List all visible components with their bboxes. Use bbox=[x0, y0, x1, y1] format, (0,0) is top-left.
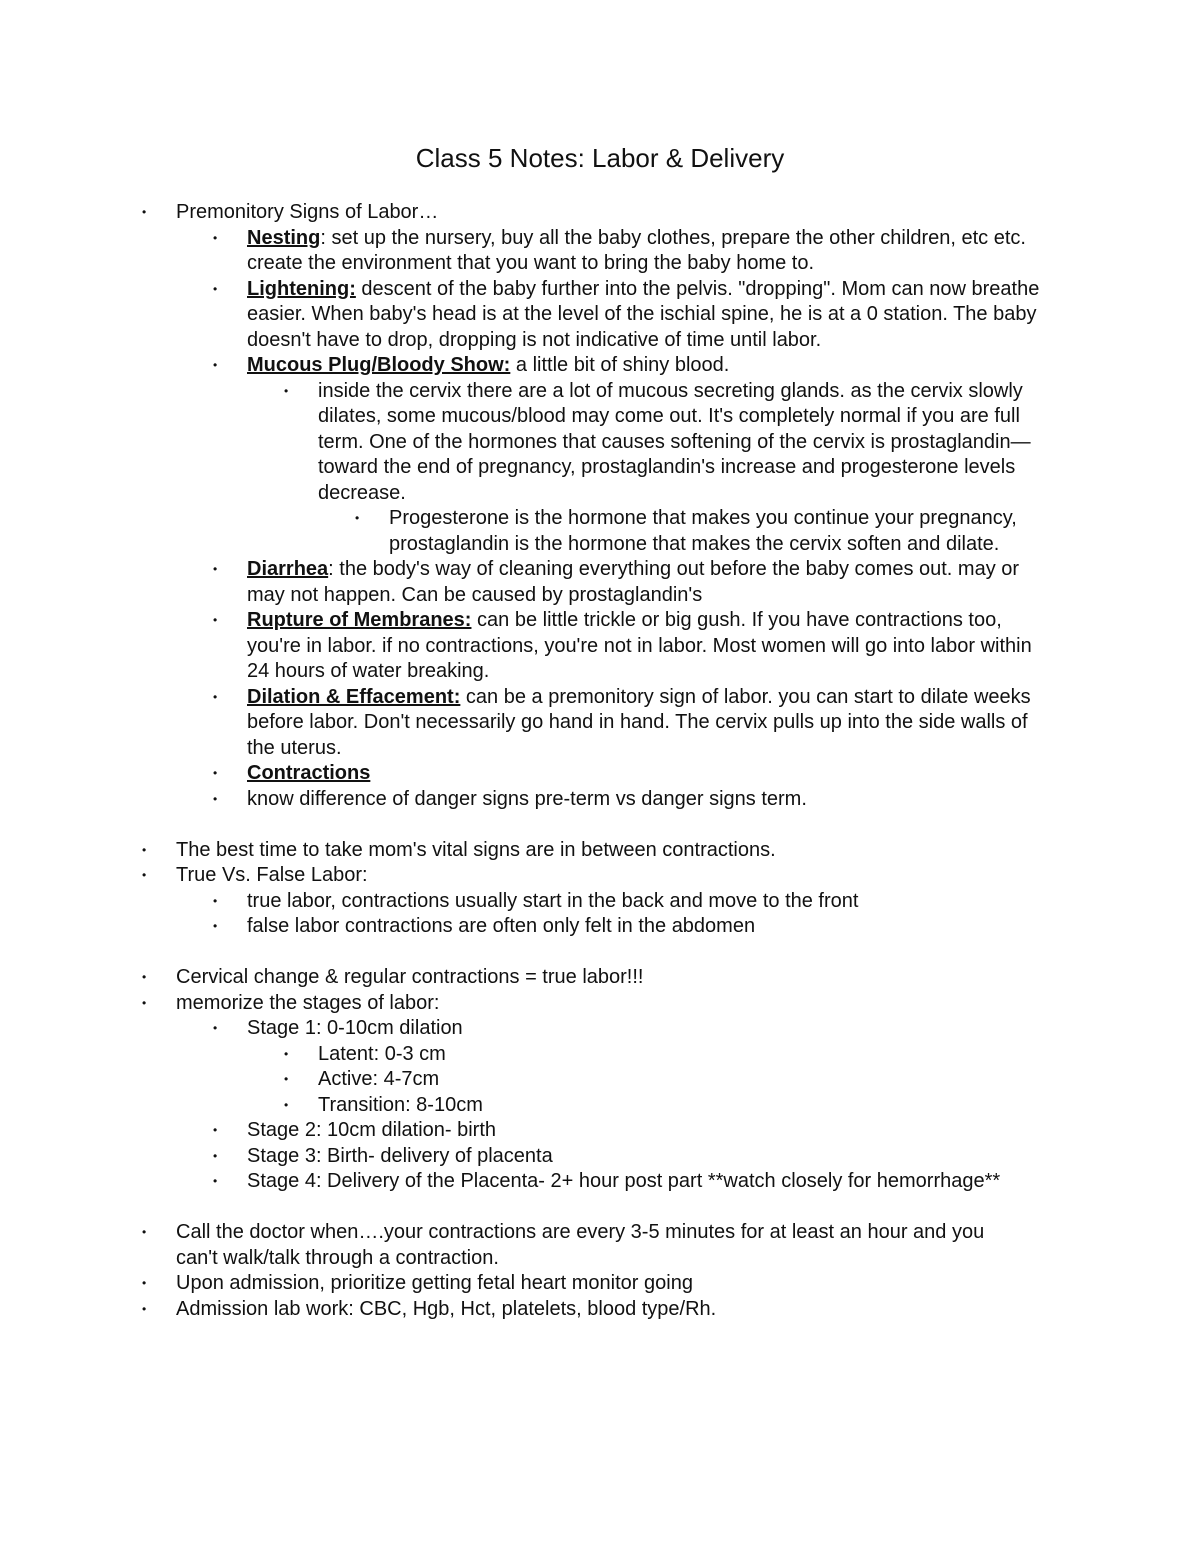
term-definition: a little bit of shiny blood. bbox=[510, 354, 730, 376]
list-item-text bbox=[247, 761, 1059, 787]
bullet-icon: • bbox=[142, 1276, 147, 1290]
bullet-icon: • bbox=[284, 1097, 289, 1112]
list-item-text: True Vs. False Labor: bbox=[176, 864, 368, 886]
list-item-cervical-change bbox=[0, 965, 1200, 991]
list-item-text: true labor, contractions usually start in the back and move to the front bbox=[247, 889, 859, 912]
term-definition: can be a premonitory sign of labor. you can start to dilate weeks before labor. Don't necessarily go hand in hand. The cervix pulls up into the side walls of the uterus. bbox=[247, 685, 1031, 759]
term-label: Nesting bbox=[247, 226, 321, 249]
list-item-stage-2 bbox=[0, 1118, 1200, 1144]
list-item-call-doctor bbox=[0, 1220, 1200, 1271]
spacer bbox=[0, 812, 1200, 838]
list-item-premonitory bbox=[0, 200, 1200, 226]
term-label: Rupture of Membranes: bbox=[247, 609, 472, 631]
list-item-text: know difference of danger signs pre-term vs danger signs term. bbox=[247, 787, 807, 810]
list-item-contractions bbox=[0, 761, 1200, 787]
bullet-icon: • bbox=[213, 358, 218, 372]
list-item-lab-work bbox=[0, 1297, 1200, 1323]
list-item-text: The best time to take mom's vital signs are in between contractions. bbox=[176, 838, 776, 861]
bullet-icon: • bbox=[142, 995, 147, 1010]
list-item-latent bbox=[0, 1042, 1200, 1068]
term-definition: can be little trickle or big gush. If you have contractions too, you're in labor. if no contractions, you're not in labor. Most women will go into labor within 24 hours of water breaking. bbox=[247, 609, 1032, 682]
bullet-icon: • bbox=[142, 842, 147, 857]
term-definition: : set up the nursery, buy all the baby clothes, prepare the other children, etc etc. create the environment that you want to bring the baby home to. bbox=[247, 226, 1026, 274]
list-item-nesting bbox=[0, 226, 1200, 277]
list-item-transition bbox=[0, 1093, 1200, 1119]
bullet-icon: • bbox=[213, 1123, 218, 1137]
list-item-text: Stage 3: Birth- delivery of placenta bbox=[247, 1144, 553, 1167]
list-item-active bbox=[0, 1067, 1200, 1093]
bullet-icon: • bbox=[284, 1046, 289, 1061]
bullet-icon: • bbox=[142, 868, 147, 882]
notes-body bbox=[0, 200, 1200, 1322]
bullet-icon: • bbox=[142, 970, 147, 984]
list-item-rupture bbox=[0, 608, 1200, 685]
list-item-text: memorize the stages of labor: bbox=[176, 991, 440, 1014]
bullet-icon: • bbox=[284, 1072, 289, 1086]
list-item-text: false labor contractions are often only felt in the abdomen bbox=[247, 915, 756, 937]
bullet-icon: • bbox=[355, 511, 360, 525]
term-label: Dilation & Effacement: bbox=[247, 685, 461, 708]
list-item-stages bbox=[0, 991, 1200, 1017]
bullet-icon: • bbox=[142, 1301, 147, 1316]
list-item-text: Premonitory Signs of Labor… bbox=[176, 201, 439, 223]
list-item-text bbox=[247, 557, 1059, 608]
bullet-icon: • bbox=[213, 791, 218, 806]
list-item-progesterone bbox=[0, 506, 1200, 557]
term-label: Contractions bbox=[247, 762, 371, 784]
page-title: Class 5 Notes: Labor & Delivery bbox=[415, 143, 785, 173]
list-item-false-labor bbox=[0, 914, 1200, 940]
spacer bbox=[0, 1195, 1200, 1221]
list-item-text: Call the doctor when….your contractions are every 3-5 minutes for at least an hour and you can't walk/talk through a contraction. bbox=[176, 1221, 985, 1269]
bullet-icon: • bbox=[284, 383, 289, 398]
list-item-text bbox=[247, 608, 1059, 685]
bullet-icon: • bbox=[213, 230, 218, 245]
list-item-text: inside the cervix there are a lot of mucous secreting glands. as the cervix slowly dilates, some mucous/blood may come out. It's completely normal if you are full term. One of the hormones that causes softening of the cervix is prostaglandin— toward the end of pregnancy, prostaglandin's increase and progesterone levels decrease. bbox=[318, 379, 1031, 504]
list-item-text: Transition: 8-10cm bbox=[318, 1093, 483, 1116]
bullet-icon: • bbox=[213, 1148, 218, 1163]
list-item-text: Stage 2: 10cm dilation- birth bbox=[247, 1119, 497, 1141]
term-label: Mucous Plug/Bloody Show: bbox=[247, 354, 511, 376]
list-item-text bbox=[247, 353, 1059, 379]
list-item-stage-4 bbox=[0, 1169, 1200, 1195]
list-item-text: Active: 4-7cm bbox=[318, 1068, 440, 1090]
bullet-icon: • bbox=[213, 562, 218, 576]
bullet-icon: • bbox=[213, 919, 218, 933]
list-item-text: Stage 4: Delivery of the Placenta- 2+ hour post part **watch closely for hemorrhage** bbox=[247, 1170, 1001, 1192]
list-item-stage-3 bbox=[0, 1144, 1200, 1170]
list-item-true-vs-false bbox=[0, 863, 1200, 889]
list-item-diarrhea bbox=[0, 557, 1200, 608]
list-item-text: Cervical change & regular contractions = true labor!!! bbox=[176, 966, 644, 988]
list-item-text: Admission lab work: CBC, Hgb, Hct, platelets, blood type/Rh. bbox=[176, 1297, 717, 1320]
list-item-text: Latent: 0-3 cm bbox=[318, 1042, 446, 1065]
list-item-cervix-glands bbox=[0, 379, 1200, 507]
bullet-icon: • bbox=[213, 281, 218, 296]
list-item-admission bbox=[0, 1271, 1200, 1297]
term-definition: : the body's way of cleaning everything out before the baby comes out. may or may not happen. Can be caused by prostaglandin's bbox=[247, 558, 1020, 606]
bullet-icon: • bbox=[213, 613, 218, 627]
list-item-danger-signs bbox=[0, 787, 1200, 813]
list-item-text: Stage 1: 0-10cm dilation bbox=[247, 1017, 463, 1039]
spacer bbox=[0, 940, 1200, 966]
bullet-icon: • bbox=[213, 766, 218, 780]
list-item-stage-1 bbox=[0, 1016, 1200, 1042]
bullet-icon: • bbox=[213, 893, 218, 908]
list-item-text bbox=[247, 226, 1059, 277]
list-item-vital-signs bbox=[0, 838, 1200, 864]
list-item-dilation bbox=[0, 685, 1200, 762]
bullet-icon: • bbox=[213, 1021, 218, 1035]
bullet-icon: • bbox=[142, 1225, 147, 1239]
list-item-text bbox=[247, 685, 1059, 762]
bullet-icon: • bbox=[213, 1174, 218, 1188]
term-label: Diarrhea bbox=[247, 558, 329, 580]
list-item-lightening bbox=[0, 277, 1200, 354]
list-item-text: Upon admission, prioritize getting fetal heart monitor going bbox=[176, 1272, 693, 1294]
list-item-text: Progesterone is the hormone that makes you continue your pregnancy, prostaglandin is the hormone that makes the cervix soften and dilate. bbox=[389, 507, 1017, 555]
bullet-icon: • bbox=[213, 689, 218, 704]
list-item-mucous-plug bbox=[0, 353, 1200, 379]
list-item-true-labor bbox=[0, 889, 1200, 915]
bullet-icon: • bbox=[142, 205, 147, 219]
list-item-text bbox=[247, 277, 1059, 354]
term-label: Lightening: bbox=[247, 277, 356, 300]
term-definition: descent of the baby further into the pelvis. "dropping". Mom can now breathe easier. When baby's head is at the level of the ischial spine, he is at a 0 station. The baby doesn't have to drop, dropping is not indicative of time until labor. bbox=[247, 277, 1040, 351]
